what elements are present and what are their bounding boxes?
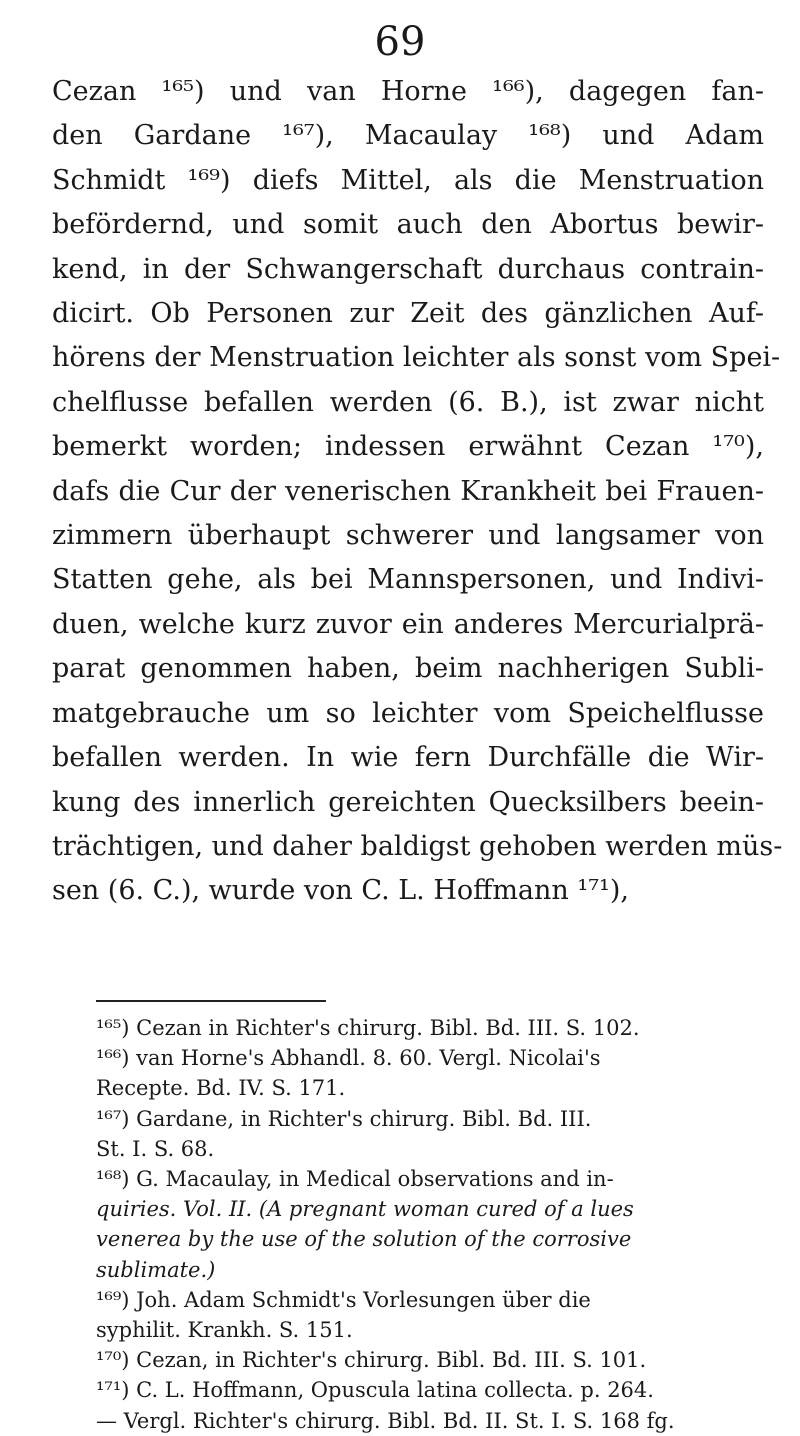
body-text xyxy=(52,70,783,914)
footnote-169: ¹⁶⁹) Joh. Adam Schmidt's Vorlesungen über die xyxy=(96,1287,591,1312)
footnote-167-cont: St. I. S. 68. xyxy=(96,1136,215,1161)
footnote-separator xyxy=(96,1000,326,1002)
page-number: 69 xyxy=(374,19,426,65)
body-line: Schmidt ¹⁶⁹) diefs Mittel, als die Menstruation xyxy=(52,164,764,196)
body-line: zimmern überhaupt schwerer und langsamer von xyxy=(52,520,764,552)
footnote-171-cont: — Vergl. Richter's chirurg. Bibl. Bd. II. St. I. S. 168 fg. xyxy=(96,1408,675,1433)
footnote-168-cont: sublimate.) xyxy=(96,1257,216,1282)
body-line: kung des innerlich gereichten Quecksilbers beein- xyxy=(52,786,764,818)
footnote-165: ¹⁶⁵) Cezan in Richter's chirurg. Bibl. Bd. III. S. 102. xyxy=(96,1016,640,1040)
footnote-168-cont: venerea by the use of the solution of the corrosive xyxy=(96,1227,632,1252)
footnote-168: ¹⁶⁸) G. Macaulay, in Medical observations and in- xyxy=(96,1167,614,1192)
body-line: matgebrauche um so leichter vom Speichelflusse xyxy=(52,697,764,729)
body-line: bemerkt worden; indessen erwähnt Cezan ¹⁷⁰), xyxy=(52,431,764,463)
footnote-171: ¹⁷¹) C. L. Hoffmann, Opuscula latina collecta. p. 264. xyxy=(96,1378,654,1403)
body-line: dafs die Cur der venerischen Krankheit bei Frauen- xyxy=(52,475,764,507)
body-line: kend, in der Schwangerschaft durchaus contrain- xyxy=(52,253,764,285)
footnote-167: ¹⁶⁷) Gardane, in Richter's chirurg. Bibl. Bd. III. xyxy=(96,1106,592,1131)
body-line: parat genommen haben, beim nachherigen Subli- xyxy=(52,653,764,685)
footnote-168-cont: quiries. Vol. II. (A pregnant woman cured of a lues xyxy=(96,1197,634,1222)
body-line: trächtigen, und daher baldigst gehoben werden müs- xyxy=(52,830,783,862)
footnote-169-cont: syphilit. Krankh. S. 151. xyxy=(96,1318,353,1343)
body-line: chelflusse befallen werden (6. B.), ist zwar nicht xyxy=(52,386,764,418)
body-line: befördernd, und somit auch den Abortus bewir- xyxy=(52,209,764,241)
body-line: hörens der Menstruation leichter als sonst vom Spei- xyxy=(52,342,781,374)
footnotes xyxy=(96,1013,772,1436)
body-line: Cezan ¹⁶⁵) und van Horne ¹⁶⁶), dagegen fan- xyxy=(52,76,764,107)
body-line: sen (6. C.), wurde von C. L. Hoffmann ¹⁷¹), xyxy=(52,875,629,907)
body-line: Statten gehe, als bei Mannspersonen, und Indivi- xyxy=(52,564,764,596)
body-line: duen, welche kurz zuvor ein anderes Mercurialprä- xyxy=(52,608,764,640)
footnote-170: ¹⁷⁰) Cezan, in Richter's chirurg. Bibl. Bd. III. S. 101. xyxy=(96,1348,647,1373)
body-line: befallen werden. In wie fern Durchfälle die Wir- xyxy=(52,742,764,774)
body-line: den Gardane ¹⁶⁷), Macaulay ¹⁶⁸) und Adam xyxy=(52,120,764,152)
body-line: dicirt. Ob Personen zur Zeit des gänzlichen Auf- xyxy=(52,298,764,330)
footnote-166-cont: Recepte. Bd. IV. S. 171. xyxy=(96,1076,346,1101)
footnote-166: ¹⁶⁶) van Horne's Abhandl. 8. 60. Vergl. Nicolai's xyxy=(96,1046,601,1071)
